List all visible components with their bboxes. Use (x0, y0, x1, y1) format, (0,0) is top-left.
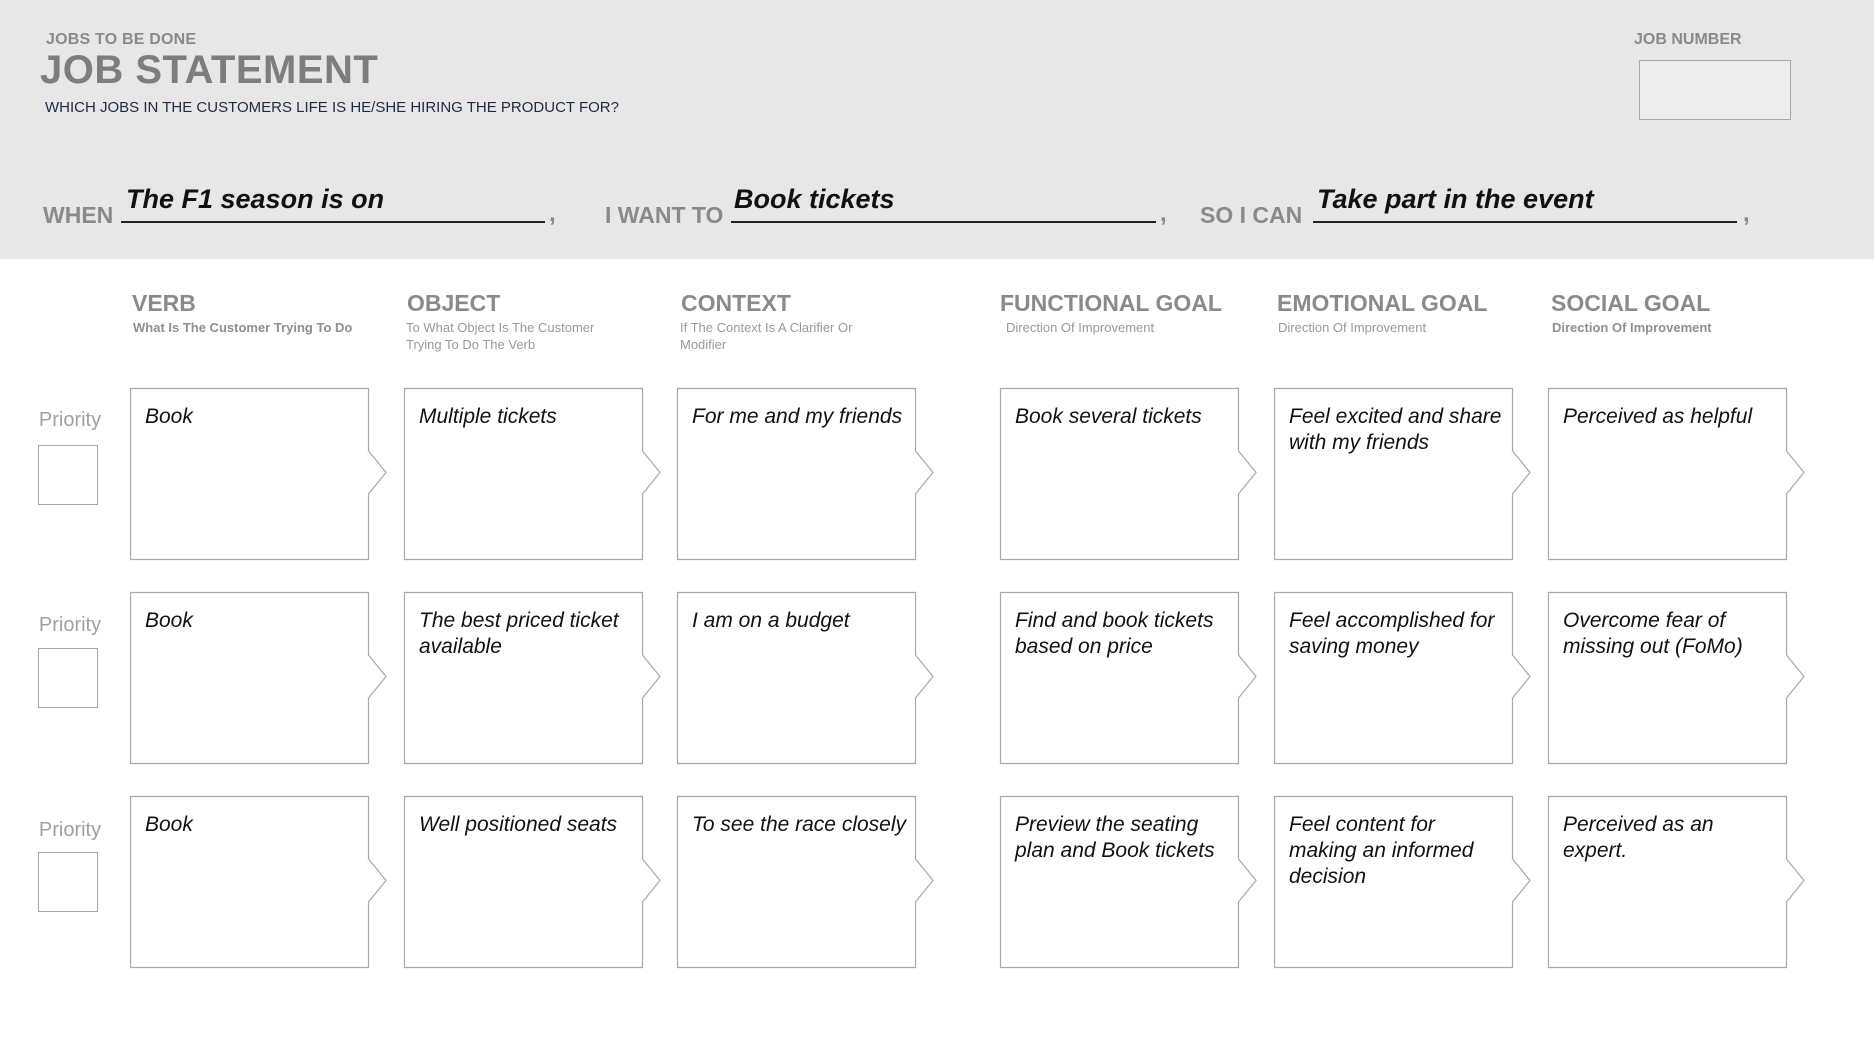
want-label: I WANT TO (605, 202, 724, 228)
when-underline (121, 221, 545, 223)
job-number-field[interactable] (1639, 60, 1791, 120)
card-object[interactable] (404, 388, 664, 560)
priority-label: Priority (38, 614, 102, 636)
card-context[interactable] (677, 796, 937, 968)
when-value[interactable]: The F1 season is on (126, 184, 385, 214)
card-social-goal[interactable] (1548, 388, 1808, 560)
card-text: For me and my friends (692, 405, 903, 428)
card-text: Feel excited and share with my friends (1289, 405, 1502, 454)
card-text: Book (145, 813, 193, 836)
column-title-functional-goal: FUNCTIONAL GOAL (1000, 290, 1222, 316)
card-emotional-goal[interactable] (1274, 388, 1534, 560)
page-title: JOB STATEMENT (40, 48, 379, 92)
card-text: Book (145, 609, 193, 632)
column-subtitle-emotional-goal: Direction Of Improvement (1278, 320, 1427, 335)
when-label: WHEN (43, 202, 114, 228)
card-context[interactable] (677, 592, 937, 764)
card-text: Preview the seating plan and Book tickets (1015, 813, 1215, 862)
column-title-social-goal: SOCIAL GOAL (1551, 290, 1711, 316)
card-text: Feel accomplished for saving money (1289, 609, 1495, 658)
can-label: SO I CAN (1200, 202, 1303, 228)
card-context[interactable] (677, 388, 937, 560)
column-subtitle-social-goal: Direction Of Improvement (1552, 320, 1712, 335)
column-subtitle-functional-goal: Direction Of Improvement (1006, 320, 1155, 335)
when-comma: , (549, 200, 556, 227)
eyebrow-label: JOBS TO BE DONE (46, 31, 197, 48)
priority-input[interactable] (38, 852, 98, 912)
card-text: Book (145, 405, 193, 428)
card-functional-goal[interactable] (1000, 592, 1260, 764)
column-title-context: CONTEXT (681, 290, 791, 316)
card-verb[interactable] (130, 592, 390, 764)
card-verb[interactable] (130, 796, 390, 968)
card-verb[interactable] (130, 388, 390, 560)
want-underline (731, 221, 1156, 223)
priority-input[interactable] (38, 445, 98, 505)
header-band (0, 0, 1874, 259)
card-text: Multiple tickets (419, 405, 557, 428)
column-subtitle-context: If The Context Is A Clarifier Or Modifier (680, 320, 853, 352)
card-text: Perceived as an expert. (1563, 813, 1714, 862)
want-comma: , (1160, 200, 1167, 227)
priority-label: Priority (38, 409, 102, 431)
card-object[interactable] (404, 592, 664, 764)
card-text: Overcome fear of missing out (FoMo) (1563, 609, 1743, 658)
card-text: Book several tickets (1015, 405, 1202, 428)
card-functional-goal[interactable] (1000, 796, 1260, 968)
card-text: Find and book tickets based on price (1015, 609, 1214, 658)
card-text: Feel content for making an informed decision (1289, 813, 1474, 888)
column-title-verb: VERB (132, 290, 196, 316)
card-text: I am on a budget (692, 609, 850, 632)
card-emotional-goal[interactable] (1274, 796, 1534, 968)
priority-input[interactable] (38, 648, 98, 708)
card-text: To see the race closely (692, 813, 907, 836)
card-emotional-goal[interactable] (1274, 592, 1534, 764)
card-text: Perceived as helpful (1563, 405, 1753, 428)
column-subtitle-verb: What Is The Customer Trying To Do (133, 320, 353, 335)
card-object[interactable] (404, 796, 664, 968)
want-value[interactable]: Book tickets (734, 184, 895, 214)
column-title-object: OBJECT (407, 290, 501, 316)
card-text: Well positioned seats (419, 813, 618, 836)
card-functional-goal[interactable] (1000, 388, 1260, 560)
can-underline (1313, 221, 1737, 223)
page-subtitle: WHICH JOBS IN THE CUSTOMERS LIFE IS HE/SHE HIRING THE PRODUCT FOR? (45, 99, 619, 116)
card-social-goal[interactable] (1548, 592, 1808, 764)
column-title-emotional-goal: EMOTIONAL GOAL (1277, 290, 1488, 316)
card-text: The best priced ticket available (419, 609, 619, 658)
priority-label: Priority (38, 819, 102, 841)
column-subtitle-object: To What Object Is The Customer Trying To Do The Verb (406, 320, 595, 352)
card-social-goal[interactable] (1548, 796, 1808, 968)
job-number-label: JOB NUMBER (1634, 31, 1742, 48)
can-comma: , (1743, 200, 1750, 227)
can-value[interactable]: Take part in the event (1317, 184, 1594, 214)
